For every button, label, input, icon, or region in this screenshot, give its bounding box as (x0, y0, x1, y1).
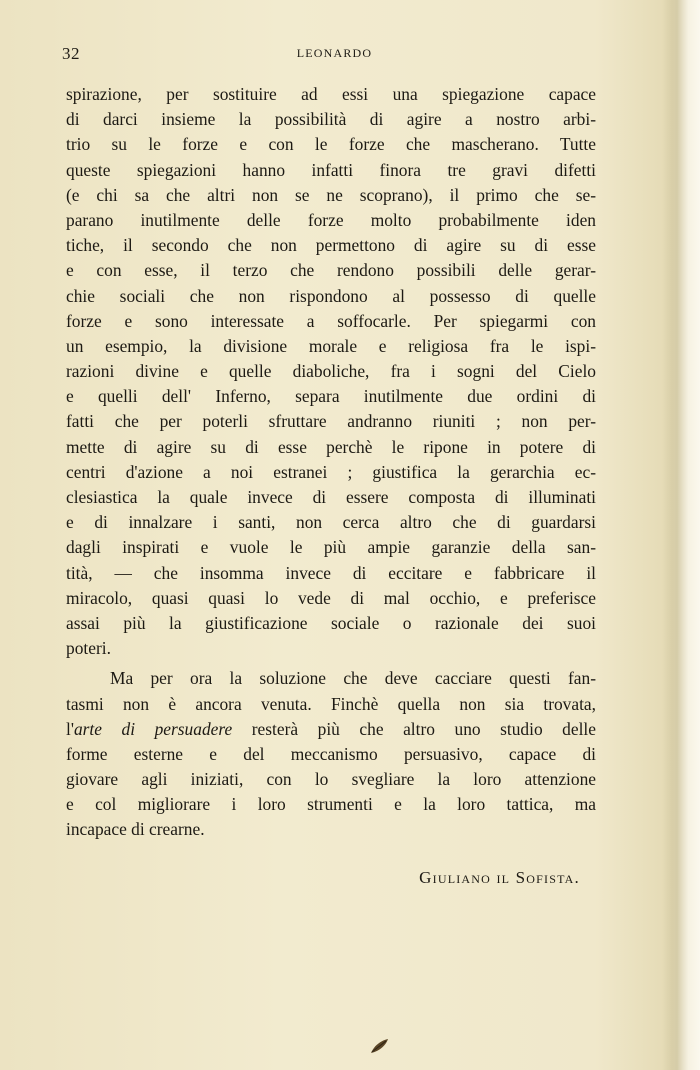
text-line: trio su le forze e con le forze che mascherano. Tutte (66, 134, 596, 155)
text-line: tasmi non è ancora venuta. Finchè quella non sia trovata, (66, 693, 596, 714)
text-line: spirazione, per sostituire ad essi una spiegazione capace (66, 84, 596, 104)
text-line: (e chi sa che altri non se ne scoprano), il primo che se- (66, 184, 596, 205)
text-line: un esempio, la divisione morale e religiosa fra le ispi- (66, 335, 596, 356)
text-line: miracolo, quasi quasi lo vede di mal occhio, e preferisce (66, 587, 596, 608)
text-line: di darci insieme la possibilità di agire a nostro arbi- (66, 109, 596, 130)
text-line: forme esterne e del meccanismo persuasivo, capace di (66, 743, 596, 764)
text-line: e con esse, il terzo che rendono possibili delle gerar- (66, 260, 596, 281)
text-line: forze e sono interessate a soffocarle. Per spiegarmi con (66, 310, 596, 331)
body-text (66, 82, 596, 843)
text-line: clesiastica la quale invece di essere composta di illuminati (66, 487, 596, 507)
text-line: centri d'azione a noi estranei ; giustifica la gerarchia ec- (66, 461, 596, 482)
text-line: fatti che per poterli sfruttare andranno riuniti ; non per- (66, 411, 596, 432)
text-fragment: resterà più che altro uno studio delle (232, 718, 596, 739)
text-line: e di innalzare i santi, non cerca altro che di guardarsi (66, 512, 596, 533)
text-line: dagli inspirati e vuole le più ampie garanzie della san- (66, 537, 596, 558)
text-line: chie sociali che non rispondono al possesso di quelle (66, 285, 596, 306)
text-line: tità, — che insomma invece di eccitare e fabbricare il (66, 562, 596, 583)
text-line: poteri. (66, 638, 111, 659)
text-line: razioni divine e quelle diaboliche, fra i sogni del Cielo (66, 361, 596, 382)
text-fragment: l' (66, 718, 74, 739)
text-line: tiche, il secondo che non permettono di agire su di esse (66, 235, 596, 256)
page-gutter-edge (662, 0, 700, 1070)
text-line: incapace di crearne. (66, 819, 205, 840)
paragraph-2 (66, 666, 596, 842)
text-line: parano inutilmente delle forze molto probabilmente iden (66, 209, 596, 230)
text-line: Ma per ora la soluzione che deve cacciare questi fan- (110, 668, 596, 689)
leaf-ornament-icon (368, 1036, 392, 1056)
text-line: assai più la giustificazione sociale o razionale dei suoi (66, 612, 596, 633)
text-line: e col migliorare i loro strumenti e la loro tattica, ma (66, 794, 596, 815)
author-signature: Giuliano il Sofista. (419, 868, 580, 887)
text-line: queste spiegazioni hanno infatti finora tre gravi difetti (66, 159, 596, 180)
italic-title: arte di persuadere (73, 718, 233, 739)
page-number: 32 (62, 44, 80, 63)
text-line: e quelli dell' Inferno, separa inutilmente due ordini di (66, 386, 596, 407)
running-head: LEONARDO (296, 46, 373, 60)
text-line: giovare agli iniziati, con lo svegliare la loro attenzione (66, 769, 596, 790)
paragraph-1 (66, 82, 596, 661)
text-line-with-italic (66, 717, 596, 742)
text-line: mette di agire su di esse perchè le ripone in potere di (66, 436, 596, 457)
page-header (62, 44, 607, 70)
